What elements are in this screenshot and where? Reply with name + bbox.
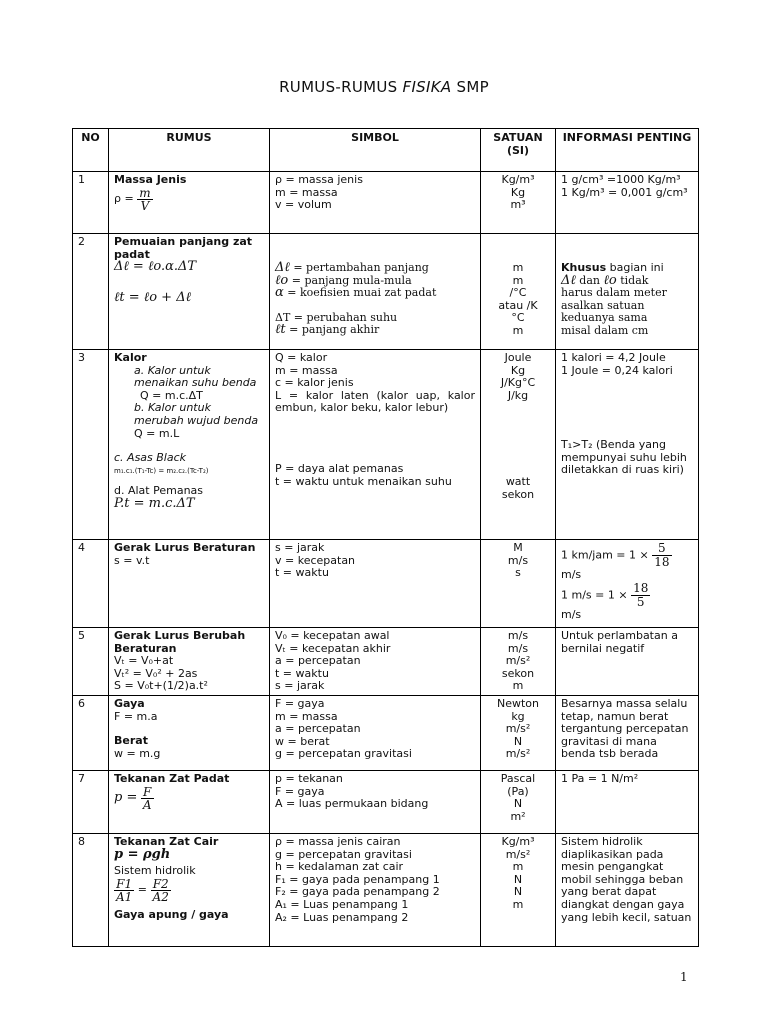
simbol-cell xyxy=(270,234,481,350)
unit: m/s² xyxy=(505,747,531,761)
symbol-line: A₂ = Luas penampang 2 xyxy=(275,910,409,924)
eq-denominator: A xyxy=(142,797,152,812)
unit: m xyxy=(512,679,524,693)
fraction-denominator: 5 xyxy=(636,594,645,609)
eq-fraction xyxy=(114,878,134,903)
header-rumus: RUMUS xyxy=(109,129,270,172)
symbol-line: t = waktu untuk menaikan suhu xyxy=(275,474,452,488)
symbol-line: F₂ = gaya pada penampang 2 xyxy=(275,885,440,899)
row-number: 1 xyxy=(73,172,109,234)
satuan-cell xyxy=(481,770,556,833)
formula-name: Tekanan Zat Padat xyxy=(114,771,230,785)
info-text: 1 g/cm³ =1000 Kg/m³ xyxy=(561,173,681,186)
rumus-cell xyxy=(109,628,270,696)
unit: sekon xyxy=(501,666,535,680)
symbol-line: A₁ = Luas penampang 1 xyxy=(275,897,409,911)
unit: Joule xyxy=(504,351,532,364)
row-number: 2 xyxy=(73,234,109,350)
unit: J/Kg°C xyxy=(500,376,536,390)
satuan-cell xyxy=(481,234,556,350)
symbol: Δℓ xyxy=(561,272,576,288)
symbol-line: F₁ = gaya pada penampang 1 xyxy=(275,872,440,886)
info-text: Sistem hidrolik diaplikasikan pada mesin pengangkat mobil sehingga beban yang berat dapat diangkat dengan gaya yang lebih kecil, satuan xyxy=(561,834,692,924)
symbol-line: p = tekanan xyxy=(275,771,343,785)
unit: N xyxy=(513,734,523,748)
symbol-desc: = panjang mula-mula xyxy=(291,273,412,287)
simbol-cell xyxy=(270,833,481,946)
formula-equation xyxy=(114,185,153,213)
unit: (Pa) xyxy=(507,784,529,798)
symbol-line: g = percepatan gravitasi xyxy=(275,847,412,861)
symbol-line: A = luas permukaan bidang xyxy=(275,797,429,811)
info-cell xyxy=(556,833,699,946)
info-cell xyxy=(556,172,699,234)
info-text: 1 kalori = 4,2 Joule xyxy=(561,351,666,364)
row-number: 5 xyxy=(73,628,109,696)
satuan-cell xyxy=(481,350,556,540)
row-number: 3 xyxy=(73,350,109,540)
info-cell xyxy=(556,234,699,350)
formula-equation: Vₜ² = V₀² + 2as xyxy=(114,666,198,680)
formula-equation: F = m.a xyxy=(114,709,158,723)
symbol: ℓo xyxy=(603,272,617,288)
info-cell xyxy=(556,695,699,770)
table-row xyxy=(73,770,699,833)
simbol-cell xyxy=(270,350,481,540)
info-text: 1 Joule = 0,24 kalori xyxy=(561,363,673,377)
satuan-cell xyxy=(481,172,556,234)
formula-equation: P.t = m.c.ΔT xyxy=(114,495,195,511)
symbol-desc: = koefisien muai zat padat xyxy=(287,286,437,300)
rumus-cell xyxy=(109,234,270,350)
symbol: ℓt xyxy=(275,322,286,338)
simbol-cell xyxy=(270,540,481,628)
rumus-cell xyxy=(109,540,270,628)
unit: Pascal xyxy=(500,771,536,785)
formula-name: Gaya apung / gaya xyxy=(114,907,229,921)
satuan-cell xyxy=(481,628,556,696)
unit: M xyxy=(513,541,523,554)
eq-fraction xyxy=(151,878,171,903)
unit: Kg xyxy=(510,185,526,199)
formula-equation xyxy=(114,784,154,812)
info-text: bagian ini xyxy=(606,261,664,274)
rumus-cell xyxy=(109,350,270,540)
info-text: 1 km/jam = 1 × xyxy=(561,548,649,562)
symbol-line: F = gaya xyxy=(275,784,325,798)
info-text: Untuk perlambatan a bernilai negatif xyxy=(561,629,678,655)
unit: watt xyxy=(505,475,531,489)
symbol-line: L = kalor laten (kalor uap, kalor embun, kalor beku, kalor lebur) xyxy=(275,388,475,415)
symbol-line: h = kedalaman zat cair xyxy=(275,860,404,874)
symbol-line: m = massa xyxy=(275,185,338,199)
info-fraction xyxy=(631,582,650,609)
title-italic: FISIKA xyxy=(402,78,452,96)
sub-item: b. Kalor untuk merubah wujud benda xyxy=(134,401,259,427)
formula-equation: $\frac{F1}{A1}$ = $\frac{F2}{A2}$ xyxy=(116,876,169,904)
unit: Kg xyxy=(510,363,526,377)
unit: s xyxy=(515,566,521,580)
info-text: 1 Pa = 1 N/m² xyxy=(561,771,639,785)
symbol-line: ρ = massa jenis xyxy=(275,173,363,186)
formula-equation: Δℓ = ℓo.α.ΔT xyxy=(114,259,197,275)
formula-name: Massa Jenis xyxy=(114,173,187,186)
sub-item: a. Kalor untuk menaikan suhu benda xyxy=(134,363,257,390)
eq-fraction xyxy=(141,786,154,811)
symbol-line: m = massa xyxy=(275,363,338,377)
formula-equation: m₁.c₁.(T₁-Tc) = m₂.c₂.(Tc-T₂) xyxy=(114,466,209,475)
fraction-denominator: 18 xyxy=(654,555,670,569)
rumus-cell xyxy=(109,770,270,833)
unit: m/s xyxy=(507,641,529,655)
symbol-line: t = waktu xyxy=(275,566,329,580)
unit: atau /K xyxy=(498,298,538,312)
symbol-line: v = kecepatan xyxy=(275,553,356,567)
symbol-desc: = panjang akhir xyxy=(289,323,380,337)
unit: m² xyxy=(510,809,526,823)
table-row xyxy=(73,234,699,350)
symbol-line: Vₜ = kecepatan akhir xyxy=(275,641,391,655)
info-text: 1 m/s = 1 × xyxy=(561,588,628,602)
table-row xyxy=(73,628,699,696)
info-text: tidak xyxy=(616,273,649,287)
simbol-cell xyxy=(270,770,481,833)
rumus-cell xyxy=(109,695,270,770)
symbol-line: t = waktu xyxy=(275,666,329,680)
formula-equation: Q = m.c.ΔT xyxy=(140,388,203,402)
info-text: T₁>T₂ (Benda yang mempunyai suhu lebih diletakkan di ruas kiri) xyxy=(561,438,687,477)
unit: Kg/m³ xyxy=(501,834,535,848)
row-number: 6 xyxy=(73,695,109,770)
unit: J/kg xyxy=(507,388,529,402)
symbol-line: s = jarak xyxy=(275,679,325,693)
title-part: SMP xyxy=(451,78,489,96)
satuan-cell xyxy=(481,833,556,946)
symbol-line: g = percepatan gravitasi xyxy=(275,747,412,761)
unit: °C xyxy=(511,311,525,325)
row-number: 4 xyxy=(73,540,109,628)
fraction-numerator: 18 xyxy=(633,580,649,595)
sub-item: Sistem hidrolik xyxy=(114,864,196,878)
header-satuan: SATUAN (SI) xyxy=(481,129,556,172)
unit: m xyxy=(512,273,524,287)
formula-table xyxy=(72,128,699,947)
header-simbol: SIMBOL xyxy=(270,129,481,172)
eq-fraction xyxy=(137,187,152,212)
symbol-line: a = percepatan xyxy=(275,722,361,736)
simbol-cell xyxy=(270,628,481,696)
sub-item: d. Alat Pemanas xyxy=(114,484,204,498)
unit: m xyxy=(512,897,524,911)
formula-equation: s = v.t xyxy=(114,553,150,567)
table-row xyxy=(73,695,699,770)
formula-name: Gaya xyxy=(114,696,145,710)
eq-denominator: A2 xyxy=(152,889,169,904)
symbol: ℓo xyxy=(275,272,289,288)
title-part: RUMUS-RUMUS xyxy=(279,78,403,96)
unit: /°C xyxy=(509,286,527,300)
unit: N xyxy=(513,872,523,886)
formula-equation: Vₜ = V₀+at xyxy=(114,654,174,668)
unit: m/s xyxy=(507,553,529,567)
formula-name: Tekanan Zat Cair xyxy=(114,834,219,848)
info-fraction xyxy=(652,542,671,569)
info-text: dan xyxy=(575,273,604,287)
info-text: asalkan satuan xyxy=(561,298,645,312)
header-row xyxy=(73,129,699,172)
formula-equation: S = V₀t+(1/2)a.t² xyxy=(114,679,208,693)
unit: m/s² xyxy=(505,654,531,668)
info-cell xyxy=(556,628,699,696)
unit: m/s xyxy=(507,629,529,642)
rumus-cell xyxy=(109,172,270,234)
unit: kg xyxy=(511,709,525,723)
eq-denominator: A1 xyxy=(116,889,133,904)
table-row xyxy=(73,833,699,946)
info-text: m/s xyxy=(561,568,582,581)
unit: m/s² xyxy=(505,847,531,861)
eq-numerator: F2 xyxy=(151,878,171,891)
eq-numerator: F1 xyxy=(114,878,134,891)
unit: sekon xyxy=(501,487,535,501)
table-row xyxy=(73,540,699,628)
eq-lhs: ρ = xyxy=(114,192,134,206)
formula-equation: ℓt = ℓo + Δℓ xyxy=(114,289,191,305)
info-text: 1 Kg/m³ = 0,001 g/cm³ xyxy=(561,185,688,199)
symbol: α xyxy=(275,285,284,301)
symbol-line: c = kalor jenis xyxy=(275,376,354,390)
unit: m xyxy=(512,261,524,274)
formula-equation: Q = m.L xyxy=(134,426,180,440)
simbol-cell xyxy=(270,172,481,234)
symbol-line: a = percepatan xyxy=(275,654,361,668)
formula-equation: w = m.g xyxy=(114,746,161,760)
symbol-line: w = berat xyxy=(275,734,330,748)
eq-lhs: p = xyxy=(114,790,138,806)
info-text: m/s xyxy=(561,607,582,621)
unit: N xyxy=(513,797,523,811)
unit: N xyxy=(513,885,523,899)
symbol-line: s = jarak xyxy=(275,541,325,554)
unit: m/s² xyxy=(505,722,531,736)
info-text: Besarnya massa selalu tetap, namun berat tergantung percepatan gravitasi di mana benda tsb berada xyxy=(561,696,689,761)
info-bold: Khusus xyxy=(561,261,607,274)
symbol-line: ρ = massa jenis cairan xyxy=(275,834,401,848)
header-info: INFORMASI PENTING xyxy=(556,129,699,172)
formula-name: Gerak Lurus Beraturan xyxy=(114,541,256,554)
sub-item: c. Asas Black xyxy=(114,451,187,465)
eq-denominator: V xyxy=(140,198,150,213)
unit: Kg/m³ xyxy=(501,173,535,186)
info-cell xyxy=(556,350,699,540)
page-number: 1 xyxy=(680,970,688,984)
symbol: Δℓ xyxy=(275,260,290,275)
unit: Newton xyxy=(496,696,539,710)
row-number: 8 xyxy=(73,833,109,946)
symbol-desc: = pertambahan panjang xyxy=(293,261,429,274)
formula-name: Pemuaian panjang zat padat xyxy=(114,235,253,261)
formula-name: Kalor xyxy=(114,351,147,364)
symbol-line: F = gaya xyxy=(275,696,325,710)
info-text: misal dalam cm xyxy=(561,323,649,337)
eq-numerator: m xyxy=(139,185,151,200)
fraction-numerator: 5 xyxy=(652,542,671,556)
info-text: harus dalam meter xyxy=(561,286,667,300)
satuan-cell xyxy=(481,540,556,628)
symbol-line: v = volum xyxy=(275,198,332,212)
header-no: NO xyxy=(73,129,109,172)
symbol-line: ΔT = perubahan suhu xyxy=(275,310,398,324)
unit: m xyxy=(512,860,524,874)
info-cell xyxy=(556,540,699,628)
symbol-line: P = daya alat pemanas xyxy=(275,461,404,475)
symbol-line: Q = kalor xyxy=(275,351,328,364)
rumus-cell xyxy=(109,833,270,946)
unit: m xyxy=(512,323,524,337)
formula-name: Gerak Lurus Berubah Beraturan xyxy=(114,629,246,655)
info-text: keduanya sama xyxy=(561,311,648,325)
formula-name: Berat xyxy=(114,734,148,748)
eq-numerator: F xyxy=(141,786,154,799)
satuan-cell xyxy=(481,695,556,770)
row-number: 7 xyxy=(73,770,109,833)
simbol-cell xyxy=(270,695,481,770)
symbol-line: m = massa xyxy=(275,709,338,723)
formula-equation: p = ρgh xyxy=(114,846,171,862)
unit: m³ xyxy=(510,198,526,212)
table-row xyxy=(73,172,699,234)
info-cell xyxy=(556,770,699,833)
page-title xyxy=(0,78,768,96)
symbol-line: V₀ = kecepatan awal xyxy=(275,629,390,642)
table-row xyxy=(73,350,699,540)
